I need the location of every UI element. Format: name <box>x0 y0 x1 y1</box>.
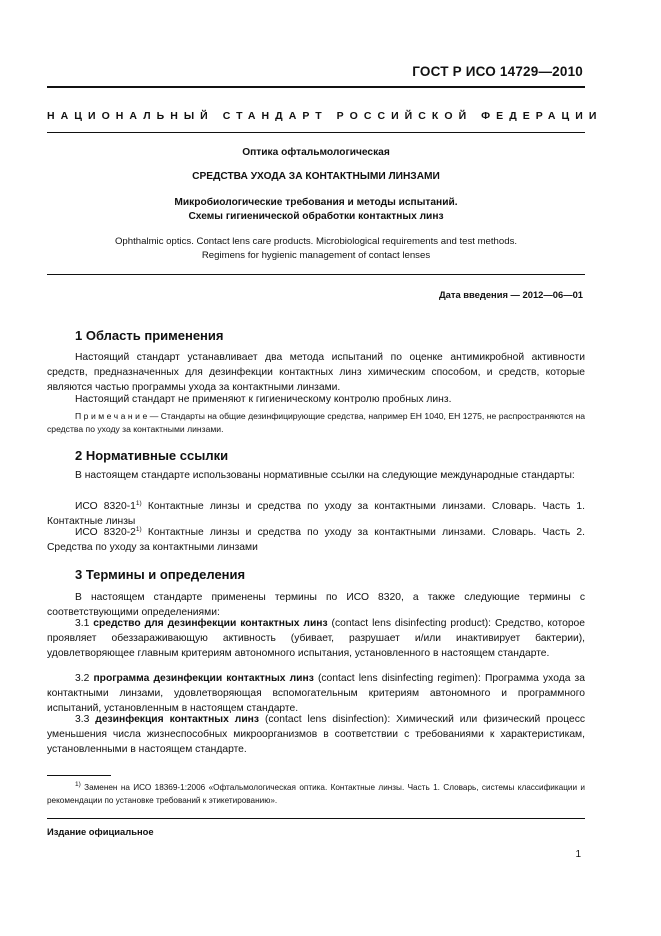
footnote-mark: 1) <box>75 781 81 788</box>
definition-3-3-number: 3.3 <box>75 714 96 725</box>
national-standard-title: НАЦИОНАЛЬНЫЙ СТАНДАРТ РОССИЙСКОЙ ФЕДЕРАЦИИ <box>47 110 603 122</box>
ref-2-title: Контактные линзы и средства по уходу за контактными линзами. Словарь. Часть 2. Средства по уходу за контактными линзами <box>47 527 585 554</box>
date-rule <box>47 274 585 275</box>
footnote-text: Заменен на ИСО 18369-1:2006 «Офтальмологическая оптика. Контактные линзы. Часть 1. Словарь, системы классификации и рекомендации по установке требований к этикетированию». <box>47 783 585 805</box>
definition-3-1 <box>47 616 585 662</box>
normative-ref-2 <box>47 525 585 555</box>
definition-3-2 <box>47 671 585 717</box>
ref-2-footnote-mark: 1) <box>135 526 142 533</box>
footer-rule <box>47 818 585 819</box>
doc-title-line3a: Микробиологические требования и методы испытаний. <box>174 197 458 208</box>
definition-3-1-term: средство для дезинфекции контактных линз <box>93 618 328 629</box>
section-1-heading: 1 Область применения <box>75 328 224 343</box>
definition-3-2-number: 3.2 <box>75 673 94 684</box>
section-3-heading: 3 Термины и определения <box>75 567 246 582</box>
doc-title-line2: СРЕДСТВА УХОДА ЗА КОНТАКТНЫМИ ЛИНЗАМИ <box>192 171 440 182</box>
ref-1-footnote-mark: 1) <box>135 500 142 507</box>
definition-3-3-term: дезинфекция контактных линз <box>95 714 259 725</box>
top-rule <box>47 86 585 88</box>
note-text: — Стандарты на общие дезинфицирующие средства, например ЕН 1040, ЕН 1275, не распространяются на средства по уходу за контактными линзами. <box>47 411 585 434</box>
ref-1-code: ИСО 8320-1 <box>75 501 136 512</box>
doc-title-en-b: Regimens for hygienic management of contact lenses <box>201 250 431 261</box>
page-number: 1 <box>575 849 581 860</box>
section-3-paragraph-1: В настоящем стандарте применены термины по ИСО 8320, а также следующие термины с соответствующими определениями: <box>47 592 585 619</box>
section-1-paragraph-1: Настоящий стандарт устанавливает два метода испытаний по оценке антимикробной активности средств, предназначенных для дезинфекции контактных линз химическим способом, и средств, которые являются частью программы ухода за контактными линзами. <box>47 352 585 394</box>
definition-3-2-term: программа дезинфекции контактных линз <box>93 673 314 684</box>
definition-3-1-text: (contact lens disinfecting product): Средство, которое проявляет обеззараживающую активность (убивает, разрушает и/или инактивирует бактерии), удовлетворяющее главным критериям автономного испытания, установленного в настоящем стандарте. <box>47 618 585 660</box>
intro-date: Дата введения — 2012—06—01 <box>438 289 583 300</box>
section-1-note <box>47 410 585 436</box>
doc-title-en-a: Ophthalmic optics. Contact lens care products. Microbiological requirements and test methods. <box>114 236 518 247</box>
doc-title-line3b: Схемы гигиенической обработки контактных линз <box>188 211 444 222</box>
definition-3-3-text: (contact lens disinfection): Химический или физический процесс уменьшения числа жизнеспособных микроорганизмов в соответствии с требованиями к характеристикам, установленными в настоящем стандарте. <box>47 714 586 756</box>
definition-3-3 <box>47 712 585 758</box>
title-rule <box>47 132 585 133</box>
definition-3-2-text: (contact lens disinfecting regimen): Программа ухода за контактными линзами, удовлетворяющая вспомогательным критериям автономного и программного испытаний, установленным в настоящем стандарте. <box>47 673 585 715</box>
footnote-rule <box>47 775 111 776</box>
footnote <box>47 781 585 807</box>
note-label: Примечание <box>75 411 150 421</box>
definition-3-1-number: 3.1 <box>75 618 94 629</box>
ref-2-code: ИСО 8320-2 <box>75 527 136 538</box>
standard-number: ГОСТ Р ИСО 14729—2010 <box>412 64 583 79</box>
section-2-paragraph-1: В настоящем стандарте использованы нормативные ссылки на следующие международные стандарты: <box>75 470 575 481</box>
section-1-paragraph-2: Настоящий стандарт не применяют к гигиеническому контролю пробных линз. <box>75 394 452 405</box>
edition-label: Издание официальное <box>47 826 154 837</box>
section-2-heading: 2 Нормативные ссылки <box>75 448 229 463</box>
doc-title-line1: Оптика офтальмологическая <box>242 147 390 158</box>
ref-1-title: Контактные линзы и средства по уходу за контактными линзами. Словарь. Часть 1. Контактные линзы <box>47 501 585 528</box>
